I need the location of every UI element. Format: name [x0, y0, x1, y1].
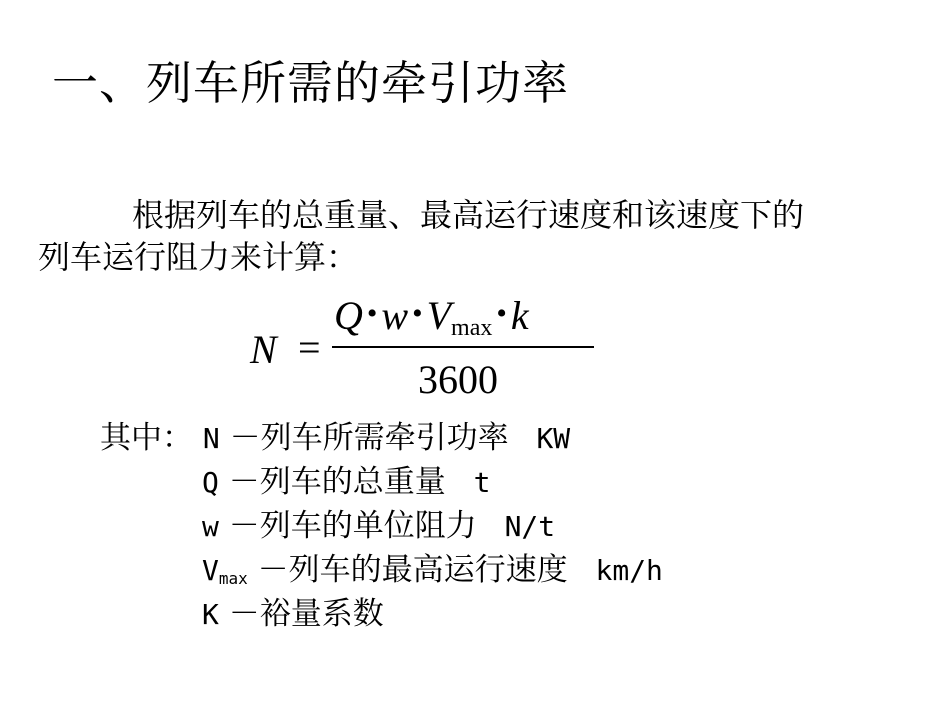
definition-desc: －列车的总重量	[228, 464, 446, 500]
formula-v-subscript: max	[451, 315, 493, 341]
definition-desc: －列车的最高运行速度	[257, 552, 568, 588]
formula-denominator: 3600	[418, 357, 498, 402]
formula-q: Q	[334, 293, 363, 338]
formula-lhs: N	[250, 327, 277, 372]
formula-w: w	[381, 293, 409, 338]
definition-unit: KW	[536, 422, 571, 455]
intro-line-1: 根据列车的总重量、最高运行速度和该速度下的	[132, 196, 805, 234]
formula-equals: =	[298, 325, 321, 370]
formula-dot: •	[412, 297, 423, 330]
definition-row	[100, 460, 663, 504]
definition-row	[100, 548, 663, 592]
definition-symbol: K	[202, 598, 219, 631]
intro-line-2: 列车运行阻力来计算：	[38, 238, 359, 276]
slide-title: 一、列车所需的牵引功率	[52, 56, 569, 110]
definitions-list	[100, 416, 663, 636]
definition-symbol: w	[202, 510, 219, 543]
formula-dot: •	[496, 297, 507, 330]
fraction-bar	[332, 346, 594, 348]
definition-symbol: N	[202, 422, 220, 455]
definition-desc: －列车的单位阻力	[228, 508, 477, 544]
definition-row	[100, 592, 663, 636]
definition-row	[100, 416, 663, 460]
formula-v: V	[426, 293, 452, 338]
definition-unit: t	[473, 466, 491, 499]
definition-symbol-subscript: max	[218, 569, 248, 588]
definition-desc: －列车所需牵引功率	[229, 420, 509, 456]
definition-symbol	[202, 554, 248, 587]
formula-dot: •	[366, 297, 378, 330]
definitions-prefix: 其中：	[100, 420, 193, 456]
definition-unit: km/h	[595, 554, 663, 587]
definition-symbol-main: V	[202, 554, 219, 587]
definition-symbol: Q	[202, 466, 219, 499]
definition-unit: N/t	[504, 510, 556, 543]
definition-row	[100, 504, 663, 548]
intro-paragraph	[38, 194, 918, 278]
definition-desc: －裕量系数	[228, 596, 384, 632]
formula-k: k	[510, 293, 529, 338]
formula-numerator	[334, 292, 529, 342]
